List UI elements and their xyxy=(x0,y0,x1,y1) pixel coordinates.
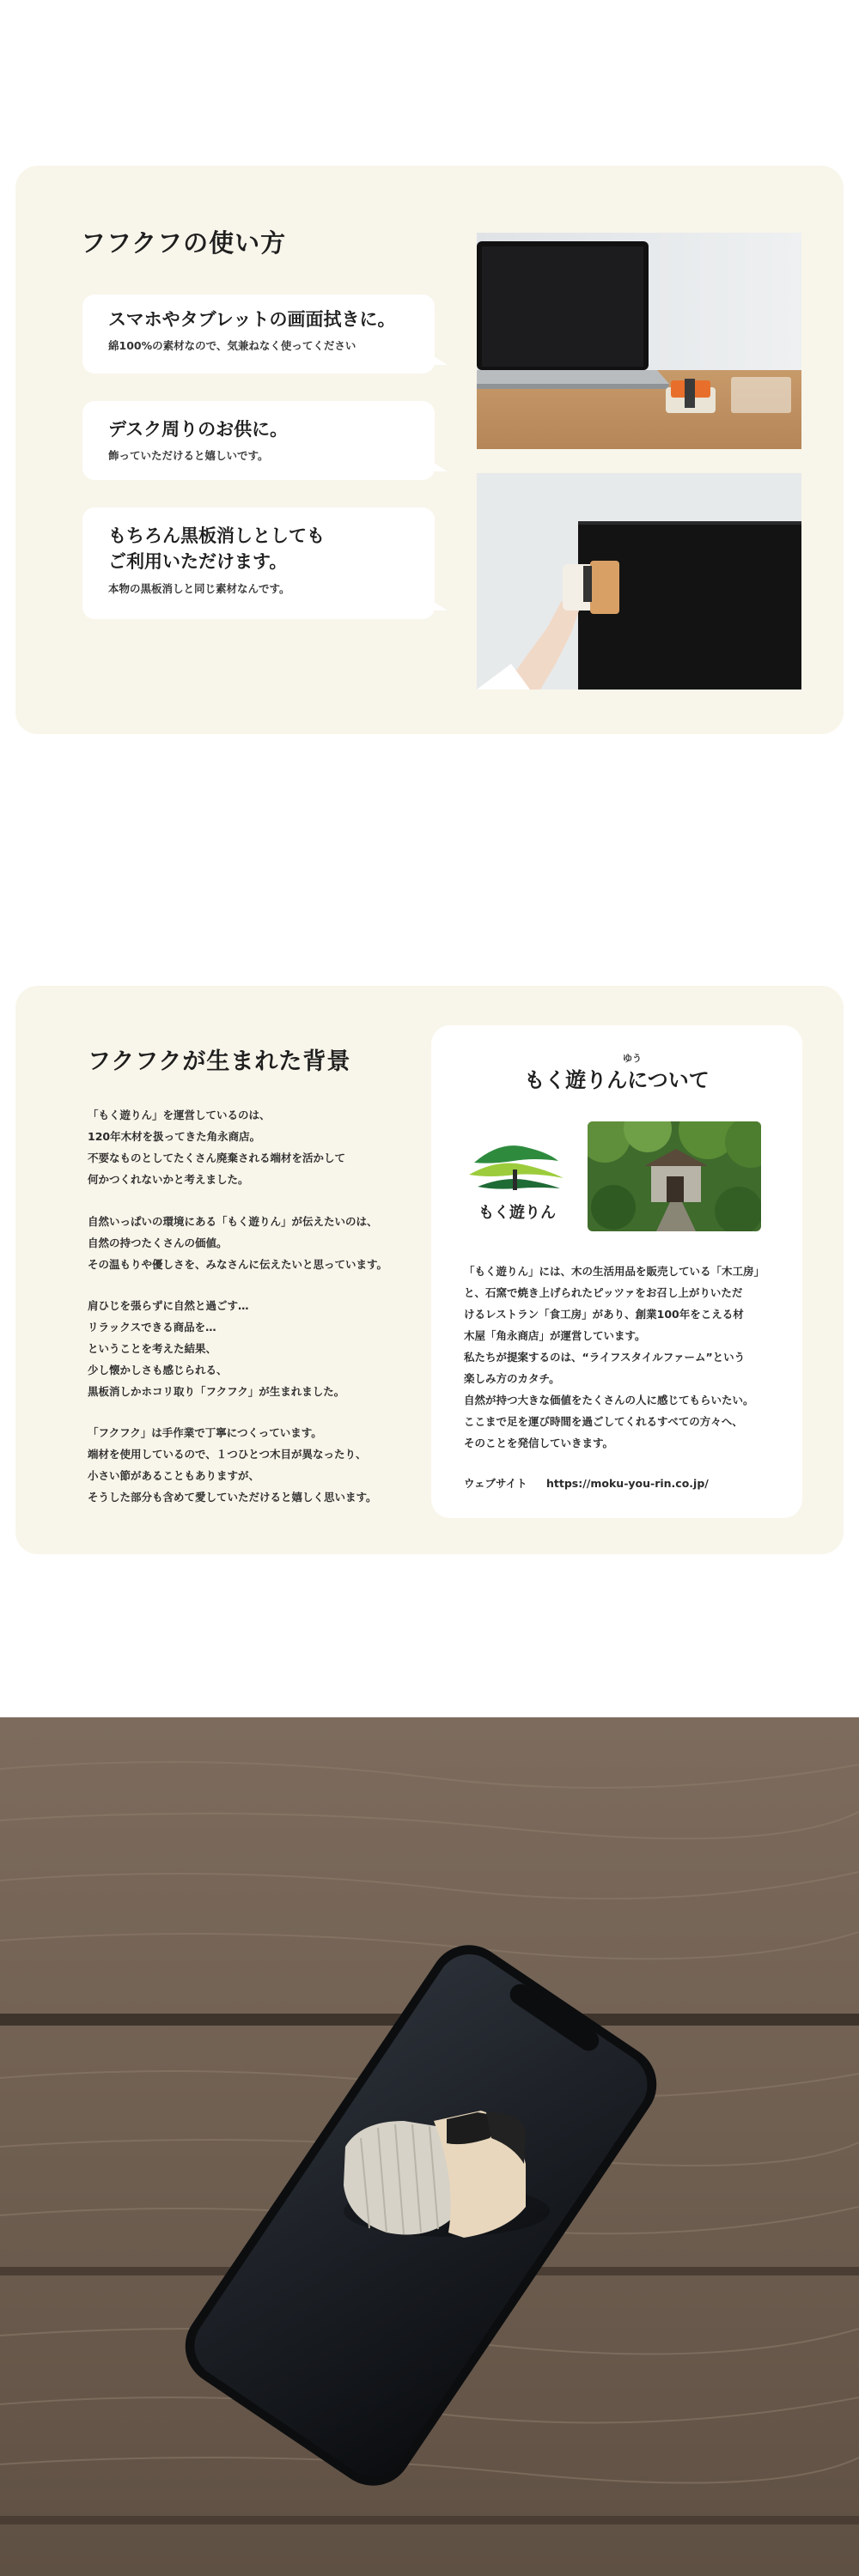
building-photo xyxy=(588,1121,761,1231)
usage-bubble-desk xyxy=(82,401,435,480)
about-title: もく遊りんについて xyxy=(524,1068,710,1092)
usage-section xyxy=(15,166,844,734)
website-label: ウェブサイト xyxy=(464,1477,527,1490)
blackboard-wiping-photo xyxy=(477,473,801,690)
usage-bubble-heading: スマホやタブレットの画面拭きに。 xyxy=(108,309,396,330)
origin-paragraph-3: 肩ひじを張らずに自然と過ごす… リラックスできる商品を… ということを考えた結果、 少し懐かしさも感じられる、 黒板消しかホコリ取り「フクフク」が生まれました。 xyxy=(88,1299,345,1398)
website-link[interactable]: https://moku-you-rin.co.jp/ xyxy=(546,1477,709,1490)
usage-title: フフクフの使い方 xyxy=(81,228,287,258)
origin-paragraph-4: 「フクフク」は手作業で丁寧につくっています。 端材を使用しているので、１つひとつ木目が異なったり、 小さい節があることもありますが、 そうした部分も含めて愛していただけると嬉しく思います。 xyxy=(88,1426,377,1504)
usage-bubble-note: 綿100%の素材なので、気兼ねなく使ってください xyxy=(108,339,356,353)
usage-bubble-blackboard xyxy=(82,507,435,619)
origin-title: フクフクが生まれた背景 xyxy=(88,1048,351,1075)
origin-section xyxy=(15,986,844,1554)
usage-bubble-heading: デスク周りのお供に。 xyxy=(108,419,289,440)
origin-paragraph-1: 「もく遊りん」を運営しているのは、 120年木材を扱ってきた角永商店。 不要なものとしてたくさん廃棄される端材を活かして 何かつくれないかと考えました。 xyxy=(88,1109,346,1186)
origin-paragraph-2: 自然いっぱいの環境にある「もく遊りん」が伝えたいのは、 自然の持つたくさんの価値。 その温もりや優しさを、みなさんに伝えたいと思っています。 xyxy=(88,1215,388,1271)
logo-wordmark: もく遊りん xyxy=(478,1204,556,1222)
phone-on-wood-photo xyxy=(0,1717,859,2576)
about-body: 「もく遊りん」には、木の生活用品を販売している「木工房」 と、石窯で焼き上げられたピッツァをお召し上がりいただ けるレストラン「食工房」があり、創業100年をこえる材 木屋「角永商店」が運営しています。 私たちが提案するのは、“ライフスタイルファーム”という 楽しみ方のカタチ。 自然が持つ大きな価値をたくさんの人に感じてもらいたい。 ここまで足を運び時間を過ごしてくれるすべての方々へ、 そのことを発信していきます。 xyxy=(464,1265,765,1449)
usage-bubble-note: 本物の黒板消しと同じ素材なんです。 xyxy=(108,581,290,595)
usage-bubble-screen xyxy=(82,295,435,374)
moku-you-rin-logo xyxy=(466,1135,569,1221)
about-title-ruby: ゆう xyxy=(623,1053,642,1064)
website-row xyxy=(464,1475,709,1491)
about-card xyxy=(431,1025,802,1518)
forest-logo-icon xyxy=(466,1135,569,1195)
usage-bubble-note: 飾っていただけると嬉しいです。 xyxy=(108,449,269,463)
usage-bubble-heading-line1: もちろん黒板消しとしても xyxy=(108,526,325,546)
laptop-desk-photo xyxy=(477,233,801,449)
usage-bubble-heading-line2: ご利用いただけます。 xyxy=(108,551,288,573)
